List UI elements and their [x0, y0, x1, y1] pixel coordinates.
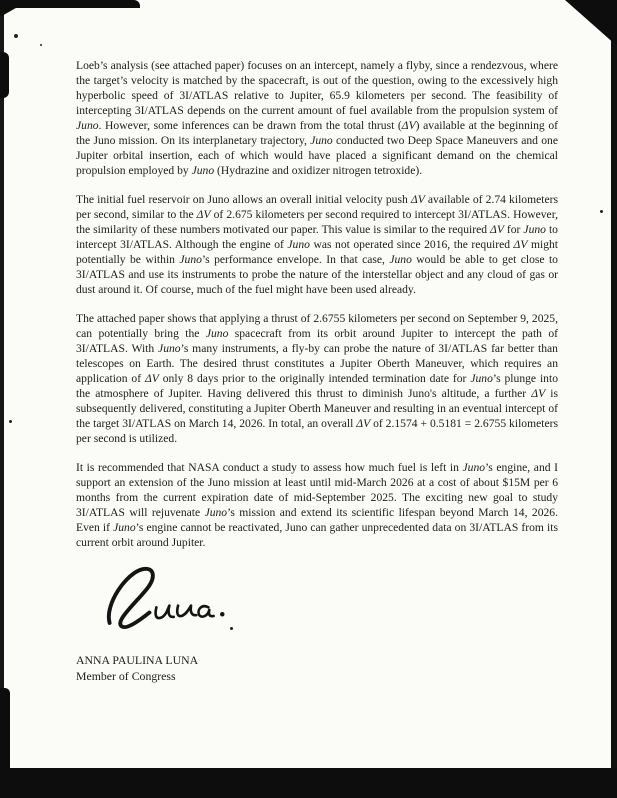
- scan-speck: [9, 420, 12, 423]
- letter-paragraph-4: It is recommended that NASA conduct a study to assess how much fuel is left in Juno’s engine, and I support an extension of the Juno mission at least until mid-March 2026 at a cost of about $15M per 6 months from the current expiration date of mid-September 2025. The exciting new goal to study 3I/ATLAS will rejuvenate Juno’s mission and extend its scientific lifespan beyond March 14, 2026. Even if Juno’s engine cannot be reactivated, Juno can gather unprecedented data on 3I/ATLAS from its current orbit around Jupiter.: [76, 461, 558, 549]
- signature-stroke-icon: [90, 564, 280, 642]
- scan-speck: [40, 44, 42, 46]
- scan-speck: [230, 627, 233, 630]
- signature-block: [76, 652, 558, 684]
- scan-speck: [14, 34, 18, 38]
- letter-paragraph-2: The initial fuel reservoir on Juno allows an overall initial velocity push ΔV available of 2.74 kilometers per second, similar to the ΔV of 2.675 kilometers per second required to intercept 3I/ATLAS. However, the similarity of these numbers motivated our paper. This value is similar to the required ΔV for Juno to intercept 3I/ATLAS. Although the engine of Juno was not operated since 2016, the required ΔV might potentially be within Juno’s performance envelope. In that case, Juno would be able to get close to 3I/ATLAS and use its instruments to probe the nature of the interstellar object and any cloud of gas or dust around it. Of course, much of the fuel might have been used already.: [76, 193, 559, 296]
- scan-corner-top-left: [0, 0, 30, 17]
- scan-edge-bottom: [0, 768, 617, 798]
- scan-edge-right: [611, 0, 617, 798]
- letter-paragraph-1: Loeb’s analysis (see attached paper) focuses on an intercept, namely a flyby, since a rendezvous, where the target’s velocity is matched by the spacecraft, is out of the question, owing to the excessively high hyperbolic speed of 3I/ATLAS relative to Jupiter, 65.9 kilometers per second. The feasibility of intercepting 3I/ATLAS depends on the current amount of fuel available from the propulsion system of Juno. However, some inferences can be drawn from the total thrust (ΔV) available at the beginning of the Juno mission. On its interplanetary trajectory, Juno conducted two Deep Space Maneuvers and one Jupiter orbital insertion, each of which would have placed a significant demand on the chemical propulsion employed by Juno (Hydrazine and oxidizer nitrogen tetroxide).: [76, 59, 558, 177]
- letter-paragraph-3: The attached paper shows that applying a thrust of 2.6755 kilometers per second on September 9, 2025, can potentially bring the Juno spacecraft from its orbit around Jupiter to intercept the path of 3I/ATLAS. With Juno’s many instruments, a fly-by can probe the nature of 3I/ATLAS far better than telescopes on Earth. The desired thrust constitutes a Jupiter Oberth Maneuver, which requires an application of ΔV only 8 days prior to the originally intended termination date for Juno’s plunge into the atmosphere of Jupiter. Having delivered this thrust to diminish Juno's altitude, a further ΔV is subsequently delivered, constituting a Jupiter Oberth Maneuver and resulting in an eventual intercept of the target 3I/ATLAS on March 14, 2026. In total, an overall ΔV of 2.1574 + 0.5181 = 2.6755 kilometers per second is utilized.: [76, 312, 559, 445]
- scan-blob-left-upper: [0, 52, 9, 98]
- handwritten-signature: [90, 564, 280, 642]
- scan-speck: [600, 210, 603, 213]
- letter-body: [76, 58, 558, 684]
- signer-name: ANNA PAULINA LUNA: [76, 653, 199, 667]
- signer-title: Member of Congress: [76, 669, 176, 683]
- scan-edge-left: [0, 0, 4, 798]
- scan-corner-top-right: [565, 0, 617, 46]
